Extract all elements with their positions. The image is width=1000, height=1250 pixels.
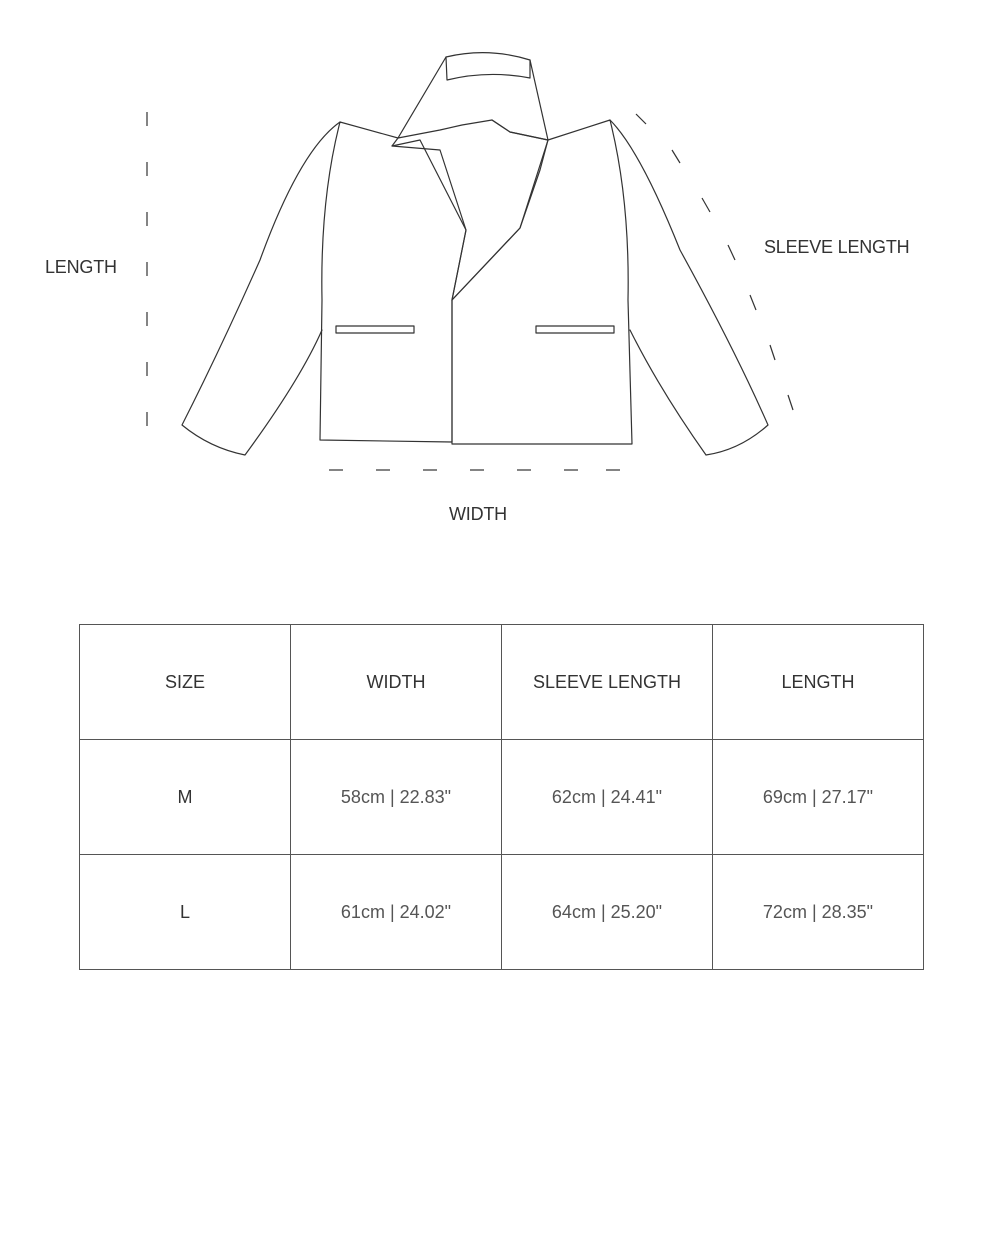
length-label: LENGTH	[45, 257, 117, 277]
header-length: LENGTH	[713, 625, 924, 740]
width-label: WIDTH	[449, 504, 507, 524]
cell-size: M	[80, 740, 291, 855]
jacket-body-left	[320, 122, 466, 442]
jacket-collar	[398, 53, 548, 140]
jacket-neckline	[446, 57, 530, 80]
jacket-lapel-left	[392, 140, 466, 300]
cell-length: 72cm | 28.35"	[713, 855, 924, 970]
cell-length: 69cm | 27.17"	[713, 740, 924, 855]
jacket-drawing	[0, 0, 1000, 560]
jacket-pocket-left	[336, 326, 414, 333]
cell-width: 58cm | 22.83"	[291, 740, 502, 855]
jacket-lapel-right	[452, 120, 548, 300]
jacket-pocket-right	[536, 326, 614, 333]
header-size: SIZE	[80, 625, 291, 740]
cell-sleeve-length: 62cm | 24.41"	[502, 740, 713, 855]
header-width: WIDTH	[291, 625, 502, 740]
size-chart-table	[79, 624, 924, 970]
cell-width: 61cm | 24.02"	[291, 855, 502, 970]
sleeve-length-dimension-line	[636, 114, 793, 410]
jacket-body-right	[452, 120, 632, 444]
jacket-diagram	[0, 0, 1000, 560]
jacket-sleeve-left	[182, 122, 340, 455]
jacket-sleeve-right	[610, 120, 768, 455]
cell-sleeve-length: 64cm | 25.20"	[502, 855, 713, 970]
table-row	[80, 740, 924, 855]
header-sleeve-length: SLEEVE LENGTH	[502, 625, 713, 740]
sleeve-length-label: SLEEVE LENGTH	[764, 237, 910, 257]
table-row	[80, 855, 924, 970]
table-header-row	[80, 625, 924, 740]
cell-size: L	[80, 855, 291, 970]
